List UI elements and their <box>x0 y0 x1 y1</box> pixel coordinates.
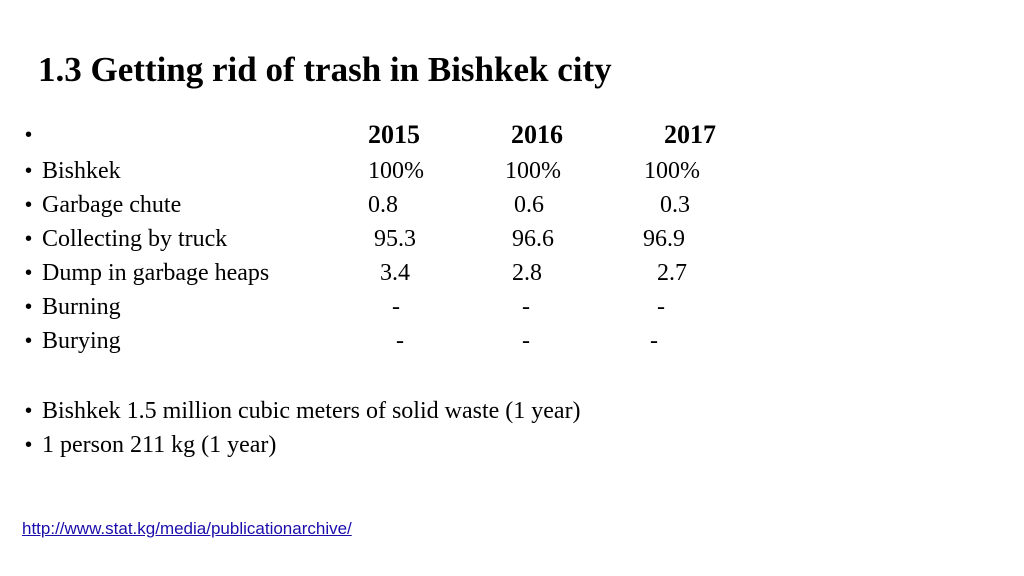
value-2015: 100% <box>368 158 424 184</box>
bullet-icon: • <box>25 434 33 456</box>
table-row <box>0 154 1024 188</box>
value-2016: 2.8 <box>512 260 542 286</box>
year-2017-header: 2017 <box>664 120 716 149</box>
row-label: Burying <box>42 328 121 354</box>
slide-title: 1.3 Getting rid of trash in Bishkek city <box>38 50 612 89</box>
value-2017: - <box>650 328 658 354</box>
fact-item <box>0 428 1024 462</box>
row-label: Garbage chute <box>42 192 182 218</box>
value-2015: - <box>392 294 400 320</box>
table-header-row <box>0 118 1024 152</box>
bullet-icon: • <box>25 330 33 352</box>
bullet-icon: • <box>25 194 33 216</box>
value-2016: 96.6 <box>512 226 554 252</box>
bullet-icon: • <box>25 400 33 422</box>
value-2017: 2.7 <box>657 260 687 286</box>
fact-item <box>0 394 1024 428</box>
value-2015: - <box>396 328 404 354</box>
value-2017: 0.3 <box>660 192 690 218</box>
row-label: Burning <box>42 294 121 320</box>
value-2015: 0.8 <box>368 192 398 218</box>
row-label: Collecting by truck <box>42 226 228 252</box>
value-2016: 100% <box>505 158 561 184</box>
table-row <box>0 290 1024 324</box>
bullet-icon: • <box>25 124 33 146</box>
value-2017: 100% <box>644 158 700 184</box>
table-row <box>0 188 1024 222</box>
bullet-icon: • <box>25 296 33 318</box>
row-label: Dump in garbage heaps <box>42 260 270 286</box>
value-2015: 95.3 <box>374 226 416 252</box>
table-row <box>0 222 1024 256</box>
source-link[interactable]: http://www.stat.kg/media/publicationarchive/ <box>22 519 352 538</box>
table-row <box>0 256 1024 290</box>
value-2017: 96.9 <box>643 226 685 252</box>
fact-text: Bishkek 1.5 million cubic meters of solid waste (1 year) <box>42 398 581 424</box>
bullet-icon: • <box>25 228 33 250</box>
bullet-icon: • <box>25 160 33 182</box>
value-2016: - <box>522 328 530 354</box>
fact-text: 1 person 211 kg (1 year) <box>42 432 277 458</box>
value-2016: 0.6 <box>514 192 544 218</box>
bullet-icon: • <box>25 262 33 284</box>
value-2015: 3.4 <box>380 260 410 286</box>
value-2016: - <box>522 294 530 320</box>
row-label: Bishkek <box>42 158 121 184</box>
year-2016-header: 2016 <box>511 120 563 149</box>
year-2015-header: 2015 <box>368 120 420 149</box>
table-row <box>0 324 1024 358</box>
value-2017: - <box>657 294 665 320</box>
